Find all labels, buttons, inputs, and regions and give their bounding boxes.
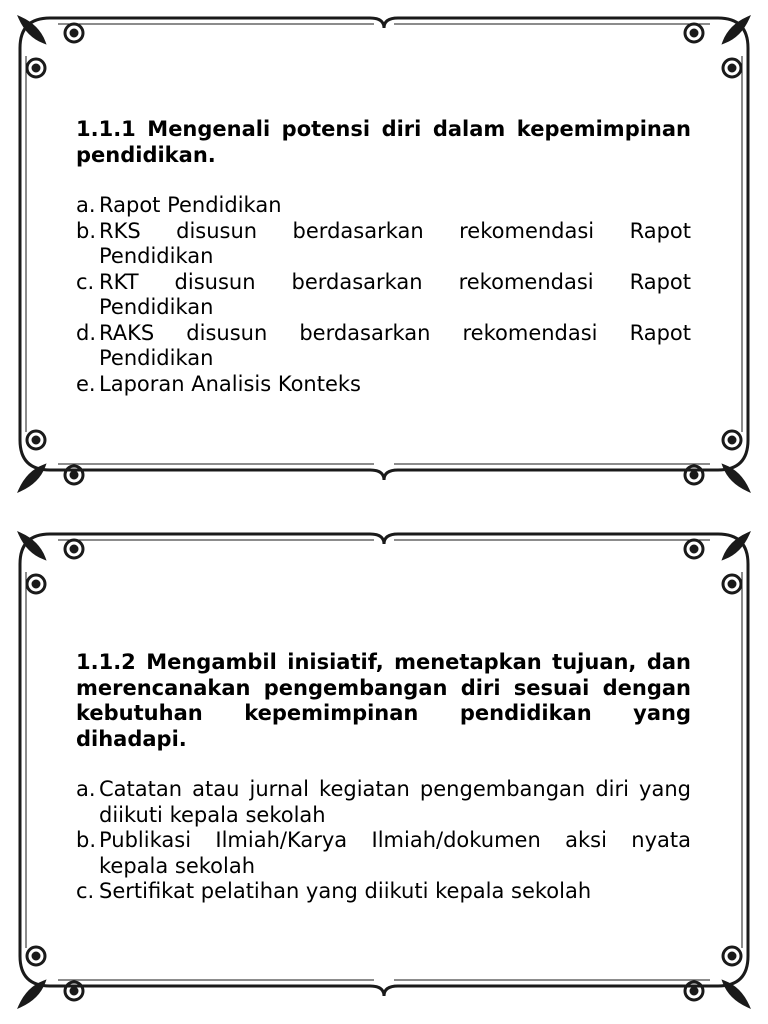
list-item-text: Rapot Pendidikan xyxy=(99,193,282,217)
list-marker: a. xyxy=(76,777,96,801)
list-item xyxy=(76,828,691,879)
list-marker: d. xyxy=(76,320,97,345)
list-marker: b. xyxy=(76,828,97,852)
list-marker: c. xyxy=(76,269,95,294)
list-item-text: RAKS disusun berdasarkan rekomendasi Rapot Pendidikan xyxy=(99,320,691,370)
card-content xyxy=(76,117,691,397)
evidence-list xyxy=(76,193,691,397)
card-content xyxy=(76,650,691,905)
list-item-text: Publikasi Ilmiah/Karya Ilmiah/dokumen aksi nyata kepala sekolah xyxy=(99,828,691,878)
evidence-list xyxy=(76,777,691,905)
card-heading: 1.1.2 Mengambil inisiatif, menetapkan tujuan, dan merencanakan pengembangan diri sesuai dengan kebutuhan kepemimpinan pendidikan yang dihadapi. xyxy=(76,650,691,751)
card-heading: 1.1.1 Mengenali potensi diri dalam kepemimpinan pendidikan. xyxy=(76,117,691,167)
list-marker: b. xyxy=(76,218,97,243)
list-item-text: Catatan atau jurnal kegiatan pengembangan diri yang diikuti kepala sekolah xyxy=(99,777,691,827)
list-item-text: RKS disusun berdasarkan rekomendasi Rapot Pendidikan xyxy=(99,218,691,268)
list-marker: a. xyxy=(76,193,96,217)
list-item-text: Laporan Analisis Konteks xyxy=(99,371,361,396)
list-item xyxy=(76,270,691,321)
list-item xyxy=(76,219,691,270)
list-item-text: RKT disusun berdasarkan rekomendasi Rapot Pendidikan xyxy=(99,269,691,319)
list-item xyxy=(76,321,691,372)
list-item xyxy=(76,879,691,905)
list-item xyxy=(76,372,691,398)
list-marker: c. xyxy=(76,879,95,903)
card-2 xyxy=(0,516,768,1024)
card-1 xyxy=(0,0,768,508)
list-item xyxy=(76,777,691,828)
list-item-text: Sertifikat pelatihan yang diikuti kepala sekolah xyxy=(99,879,592,903)
list-marker: e. xyxy=(76,371,96,396)
list-item xyxy=(76,193,691,219)
